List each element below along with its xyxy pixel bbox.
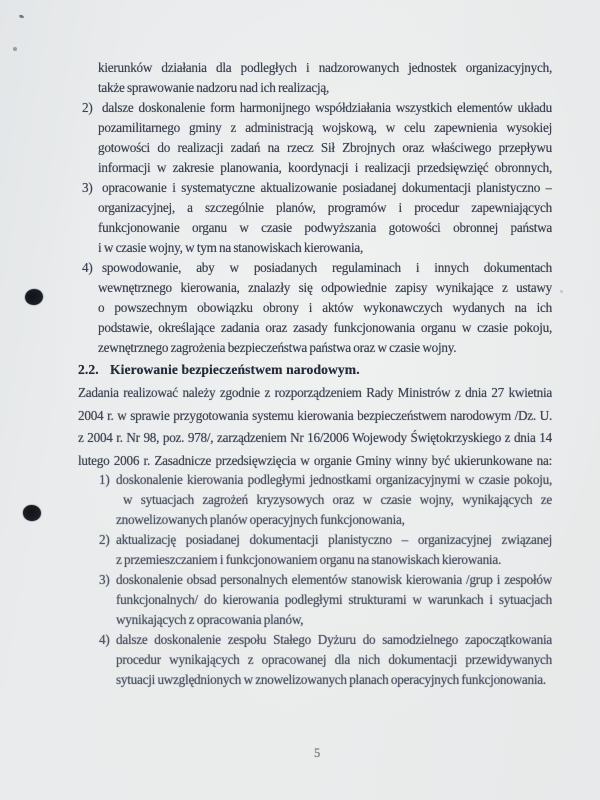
scan-speck — [560, 290, 563, 293]
list-item-text: dalsze doskonalenie zespołu Stałego Dyżuru do samodzielnego zapoczątkowania — [116, 632, 552, 647]
list-item-text: dalsze doskonalenie form harmonijnego współdziałania wszystkich elementów układu — [102, 100, 552, 115]
text-line: i w czasie wojny, w tym na stanowiskach kierowania, — [98, 240, 364, 255]
list-item-number: 4) — [99, 632, 110, 647]
text-line: sytuacji uwzględnionych w znowelizowanych planach operacyjnych funkcjonowania. — [116, 672, 546, 687]
text-line: funkcjonowanie organu w czasie podwyższania gotowości obronnej państwa — [98, 220, 552, 235]
text-line: wynikających z opracowania planów, — [116, 612, 304, 627]
list-item-number: 3) — [82, 180, 93, 195]
text-line: z przemieszczaniem i funkcjonowaniem organu na stanowiskach kierowania. — [116, 552, 502, 567]
list-item-number: 1) — [99, 472, 110, 487]
section-title: Kierowanie bezpieczeństwem narodowym. — [110, 362, 360, 377]
text-line: kierunków działania dla podległych i nadzorowanych jednostek organizacyjnych, — [98, 60, 552, 75]
text-line: także sprawowanie nadzoru nad ich realizacją, — [98, 80, 330, 95]
text-line: gotowości do realizacji zadań na rzecz Sił Zbrojnych oraz właściwego przepływu — [98, 140, 552, 155]
text-line: Zadania realizować należy zgodnie z rozporządzeniem Rady Ministrów z dnia 27 kwietnia — [78, 385, 552, 400]
text-line: z 2004 r. Nr 98, poz. 978/, zarządzeniem Nr 16/2006 Wojewody Świętokrzyskiego z dnia 14 — [78, 430, 552, 445]
list-item-number: 3) — [99, 572, 110, 587]
text-line — [78, 98, 552, 118]
scan-speck — [19, 14, 25, 19]
punch-hole-top — [24, 288, 44, 306]
list-item-text: doskonalenie kierowania podległymi jednostkami organizacyjnymi w czasie pokoju, — [116, 472, 552, 487]
text-line: w sytuacjach zagrożeń kryzysowych oraz w czasie wojny, wynikających ze — [123, 492, 552, 507]
text-line: zewnętrznego zagrożenia bezpieczeństwa państwa oraz w czasie wojny. — [98, 340, 457, 355]
text-line — [78, 630, 552, 650]
text-line: podstawie, określające zadania oraz zasady funkcjonowania organu w czasie pokoju, — [98, 320, 552, 335]
text-line: lutego 2006 r. Zasadnicze przedsięwzięcia w organie Gminy winny być ukierunkowane na: — [78, 452, 552, 468]
text-line: funkcjonalnych/ do kierowania podległymi strukturami w warunkach i sytuacjach — [116, 592, 552, 607]
numbered-list-1-4 — [78, 470, 552, 690]
list-item-number: 2) — [82, 100, 93, 115]
list-item-text: doskonalenie obsad personalnych elementów stanowisk kierowania /grup i zespołów — [116, 572, 552, 587]
scan-speck — [13, 47, 17, 51]
text-line: o powszechnym obowiązku obrony i aktów wykonawczych wydanych na ich — [98, 300, 552, 315]
text-line — [78, 258, 552, 278]
text-line: pozamilitarnego gminy z administracją wojskową, w celu zapewnienia wysokiej — [98, 120, 552, 135]
punch-hole-bottom — [23, 505, 41, 521]
page-number: 5 — [314, 746, 321, 760]
section-number: 2.2. — [78, 362, 99, 377]
text-line: procedur wynikających z opracowanej dla nich dokumentacji przewidywanych — [116, 652, 552, 667]
text-line — [78, 178, 552, 198]
section-heading — [78, 362, 552, 378]
list-item-number: 4) — [82, 260, 93, 275]
intro-paragraph — [78, 382, 552, 472]
list-item-text: opracowanie i systematyczne aktualizowanie posiadanej dokumentacji planistyczno – — [102, 180, 552, 195]
text-line — [78, 570, 552, 590]
list-item-number: 2) — [99, 532, 110, 547]
text-line — [78, 530, 552, 550]
text-line — [78, 470, 552, 490]
text-line: wewnętrznego kierowania, znalazły się odpowiednie zapisy wynikające z ustawy — [98, 280, 552, 295]
text-line: informacji w zakresie planowania, koordynacji i realizacji przedsięwzięć obronnych, — [98, 160, 552, 175]
text-line: 2004 r. w sprawie przygotowania systemu kierowania bezpieczeństwem narodowym /Dz. U. — [78, 407, 552, 423]
text-line: znowelizowanych planów operacyjnych funkcjonowania, — [116, 512, 405, 527]
list-item-text: aktualizację posiadanej dokumentacji planistyczno – organizacyjnej związanej — [116, 532, 552, 547]
list-item-text: spowodowanie, aby w posiadanych regulaminach i innych dokumentach — [102, 260, 552, 275]
text-line: organizacyjnej, a szczególnie planów, programów i procedur zapewniających — [98, 200, 552, 215]
list-continuation-items-2-4 — [78, 58, 552, 358]
